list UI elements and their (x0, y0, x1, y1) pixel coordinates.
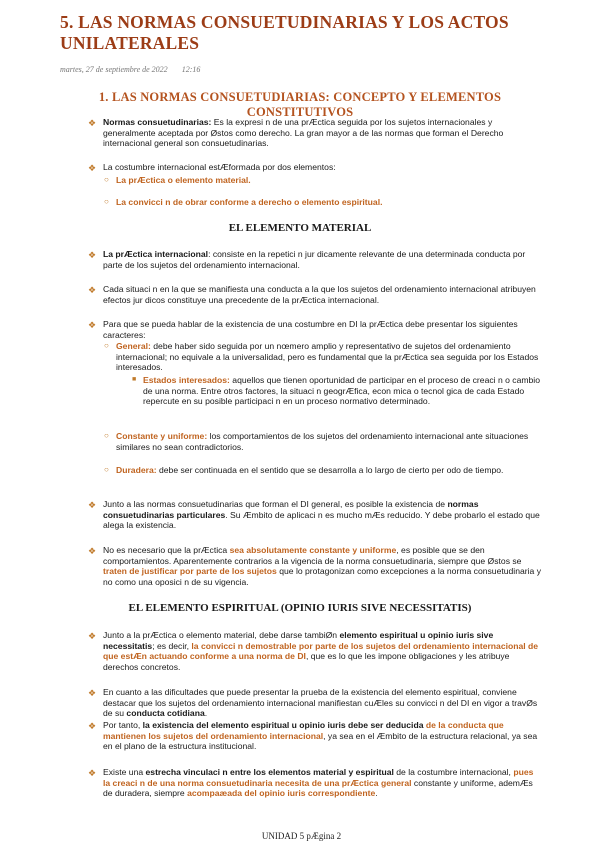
document-title: 5. LAS NORMAS CONSUETUDINARIAS Y LOS ACTOS UNILATERALES (60, 12, 509, 53)
section-heading-concepto: 1. LAS NORMAS CONSUETUDIARIAS: CONCEPTO Y ELEMENTOS CONSTITUTIVOS (98, 90, 502, 119)
list-item-constante-uniforme: Constante y uniforme: los comportamientos de los sujetos del ordenamiento internacional ante situaciones similares no sean contradictorios. (116, 431, 529, 452)
paragraph-caracteres: Para que se pueda hablar de la existencia de una costumbre en DI la prÆctica debe presentar los siguientes caracteres: (103, 319, 518, 340)
paragraph-normas-consuetudinarias: Normas consuetudinarias: Es la expresi n de una prÆctica seguida por los sujetos internacionales y generalmente aceptada por Østos como derecho. La gran mayor a de las normas que forman el Derecho internacional general son consuetudinarias. (103, 117, 504, 149)
diamond-bullet-icon: ❖ (88, 721, 97, 731)
diamond-bullet-icon: ❖ (88, 500, 97, 510)
diamond-bullet-icon: ❖ (88, 250, 97, 260)
square-bullet-icon: ■ (132, 376, 137, 383)
section-heading-elemento-espiritual: EL ELEMENTO ESPIRITUAL (OPINIO IURIS SIVE NECESSITATIS) (128, 602, 472, 614)
paragraph-situacion-precedente: Cada situaci n en la que se manifiesta una conducta a la que los sujetos del ordenamiento internacional atribuyen efectos jur dicos constituye una precedente de la prÆctica internacional. (103, 284, 536, 305)
list-item-duradera: Duradera: debe ser continuada en el sentido que se desarrolla a lo largo de cierto per odo de tiempo. (116, 465, 504, 475)
document-date: martes, 27 de septiembre de 2022 (60, 65, 168, 74)
circle-bullet-icon: ○ (104, 431, 109, 440)
page-footer: UNIDAD 5 pÆgina 2 (261, 831, 342, 841)
circle-bullet-icon: ○ (104, 175, 109, 184)
list-item-practica: La prÆctica o elemento material. (116, 175, 251, 185)
paragraph-opinio-iuris: Junto a la prÆctica o elemento material, debe darse tambiØn elemento espiritual u opinio iuris sive necessitatis; es decir, la convicci n demostrable por parte de los sujetos del ordenamiento internacional de que estÆn actuando conforme a una norma de DI, que es lo que les impone obligaciones y les atribuye derechos concretos. (103, 630, 539, 672)
paragraph-practica-no-constante: No es necesario que la prÆctica sea absolutamente constante y uniforme, es posible que se den comportamientos. Aparentemente contrarios a la vigencia de la norma consuetudinaria, siempre que Østos se traten de justificar por parte de los sujetos que lo protagonizan como excepciones a la norma consuetudinaria y no como una oposici n de su vigencia. (103, 545, 542, 587)
paragraph-normas-particulares: Junto a las normas consuetudinarias que forman el DI general, es posible la existencia de normas consuetudinarias particulares. Su Æmbito de aplicaci n es mucho mÆs reducido. Y debe probarlo el estado que alega la existencia. (103, 499, 540, 531)
document-time: 12:16 (181, 65, 201, 74)
diamond-bullet-icon: ❖ (88, 163, 97, 173)
diamond-bullet-icon: ❖ (88, 546, 97, 556)
paragraph-deducida-conducta: Por tanto, la existencia del elemento espiritual u opinio iuris debe ser deducida de la conducta que mantienen los sujetos del ordenamiento internacional, ya sea en el Æmbito de la estructura relacional, ya sea en el plano de la estructura institucional. (103, 720, 538, 752)
diamond-bullet-icon: ❖ (88, 688, 97, 698)
circle-bullet-icon: ○ (104, 341, 109, 350)
document-meta (60, 65, 214, 74)
paragraph-costumbre-elementos: La costumbre internacional estÆformada por dos elementos: (103, 162, 336, 172)
list-item-estados-interesados: Estados interesados: aquellos que tienen oportunidad de participar en el proceso de creaci n o cambio de una norma. Entre otros factores, la situaci n geogrÆfica, econ mica o tecnol gica de cada Estado repercute en su posible participaci n en un proceso normativo determinado. (143, 375, 540, 407)
list-item-general: General: debe haber sido seguida por un nœmero amplio y representativo de sujetos del ordenamiento internacional; no equivale a la universalidad, pero es fundamental que la prÆctica sea seguida por los Estados interesados. (116, 341, 539, 373)
paragraph-practica-internacional: La prÆctica internacional: consiste en la repetici n jur dicamente relevante de una determinada conducta por parte de los sujetos del ordenamiento internacional. (103, 249, 526, 270)
diamond-bullet-icon: ❖ (88, 285, 97, 295)
section-heading-elemento-material: EL ELEMENTO MATERIAL (228, 222, 372, 234)
diamond-bullet-icon: ❖ (88, 118, 97, 128)
diamond-bullet-icon: ❖ (88, 768, 97, 778)
diamond-bullet-icon: ❖ (88, 631, 97, 641)
paragraph-dificultades-prueba: En cuanto a las dificultades que puede presentar la prueba de la existencia del elemento espiritual, conviene destacar que los sujetos del ordenamiento internacional manifiestan cuÆles su convicci n del DI en vigor a travØs de su conducta cotidiana. (103, 687, 538, 719)
circle-bullet-icon: ○ (104, 197, 109, 206)
list-item-conviccion: La convicci n de obrar conforme a derecho o elemento espiritual. (116, 197, 383, 207)
circle-bullet-icon: ○ (104, 465, 109, 474)
paragraph-vinculacion-elementos: Existe una estrecha vinculaci n entre los elementos material y espiritual de la costumbre internacional, pues la creaci n de una norma consuetudinaria necesita de una prÆctica general constante y uniforme, ademÆs de duradera, siempre acompaæada del opinio iuris correspondiente. (103, 767, 534, 799)
diamond-bullet-icon: ❖ (88, 320, 97, 330)
